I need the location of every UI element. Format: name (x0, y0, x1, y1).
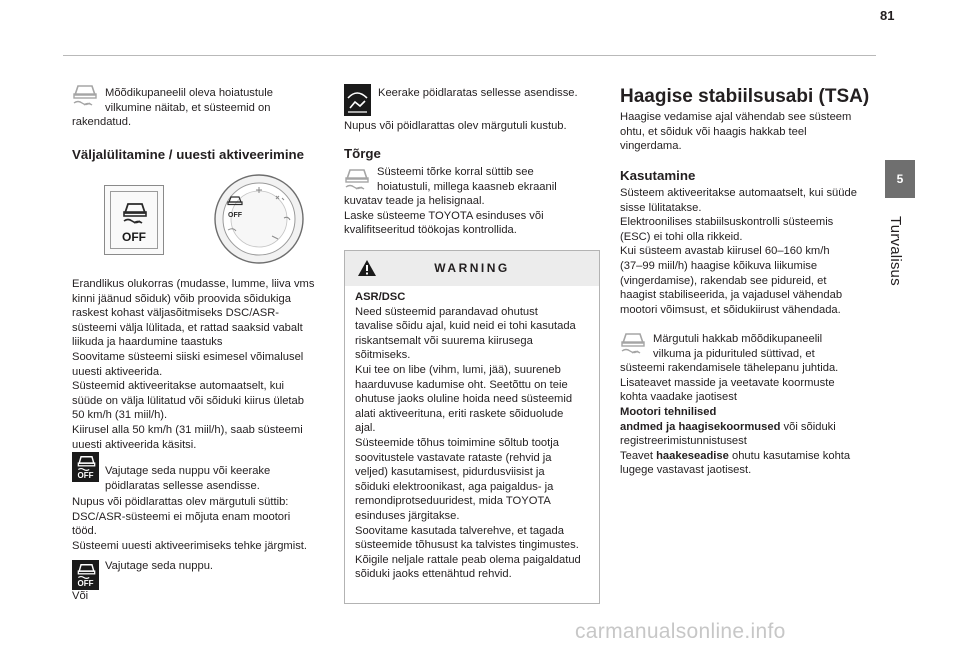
step-2-text: Vajutage seda nuppu. (105, 560, 214, 572)
watermark: carmanualsonline.info (575, 620, 786, 643)
off-step-icon: OFF (72, 452, 99, 482)
bold-reference-1[interactable]: Mootori tehnilised (620, 405, 717, 418)
bold-reference-2[interactable]: haakeseadise (656, 449, 729, 462)
warning-title: WARNING (434, 261, 510, 275)
drive-mode-dial-illustration (212, 172, 306, 266)
intro-text: Mõõdikupaneelil oleva hoiatustule vilkumine näitab, et süsteemid on rakendatud. (72, 87, 273, 129)
usage-body-2: Märgutuli hakkab mõõdikupaneelil vilkuma ja pidurituled süttivad, et süsteemi rakendamisele tähelepanu juhtida. Lisateavet masside ja veetavate koormuste kohta vaadake jaotisest Mootori tehnilised andmed ja haagisekoormused või sõiduki registreerimistunnistusest Teavet haakeseadise ohutu kasutamise kohta lugege vastavast jaotisest. (620, 333, 851, 477)
stability-off-icon (121, 202, 149, 224)
warning-body: ASR/DSC Need süsteemid parandavad ohutust tavalise sõidu ajal, kuid neid ei tohi kasutada riskantsemalt või suurema kiirusega sõitmiseks. Kui tee on libe (vihm, lumi, jää), suureneb haarduvuse kadumise oht. Seetõttu on teie ohutuse jaoks oluline hoida need süsteemid alati aktiveerituna, eriti raskete sõiduolude ajal. Süsteemide tõhus toimimine sõltub tootja soovitustele vastavate rataste (rehvid ja veljed) kasutamisest, pidurdusviisist ja sõiduki elektroonikast, aga paigaldus- ja remondiprotseduuridest, mida TOYOTA esinduses järgitakse. Soovitame kasutada talverehve, et tagada süsteemide tõhusust ka talvistes tingimustes. Kõigile neljale rattale peab olema paigaldatud sõiduki jaoks ettenähtud rehvid. (355, 291, 581, 581)
deactivation-heading: Väljalülitamine / uuesti aktiveerimine (72, 147, 305, 162)
warning-header (345, 251, 599, 286)
or-text: Või (72, 590, 89, 602)
fault-text: Süsteemi tõrke korral süttib see hoiatustuli, millega kaasneb ekraanil kuvatav teade ja helisignaal. Laske süsteeme TOYOTA esinduses või kvalifitseeritud töökojas kontrollida. (344, 166, 557, 237)
dial-step-icon (344, 84, 371, 116)
usage-body: Süsteem aktiveeritakse automaatselt, kui süüde sisse lülitatakse. Elektroonilises stabiilsuskontrolli süsteemis (ESC) ei tohi olla rikkeid. Kui süsteem avastab kiirusel 60–160 km/h (37–99 miil/h) haagise kõikuva liikumise (vingerdamise), rakendab see pidureid, et haagist stabiliseerida, ja vajadusel vähendab mootori võimsust, et sõidukiirust vähendada. (620, 187, 857, 316)
bold-reference-1b[interactable]: andmed ja haagisekoormused (620, 420, 781, 433)
step-3-text: Keerake pöidlaratas sellesse asendisse. (378, 87, 578, 99)
tsa-title: Haagise stabiilsusabi (TSA) (620, 86, 870, 107)
header-rule (63, 55, 876, 56)
off-button-illustration (104, 185, 164, 255)
page-number: 81 (880, 8, 895, 23)
body-text-1: Erandlikus olukorras (mudasse, lumme, liiva vms kinni jäänud sõiduk) võib proovida sõidukiga raskest kohast väljasõitmiseks DSC/ASR- süsteemi välja lülitada, et rattad saaksid vabalt liikuda ja haardumine taastuks Soovitame süsteemi siiski esimesel võimalusel uuesti aktiveerida. Süsteemid aktiveeritakse automaatselt, kui süüde on välja lülitatud või sõiduki kiirus ületab 50 km/h (31 miil/h). Kiirusel alla 50 km/h (31 miil/h), saab süsteemi uuesti aktiveerida käsitsi. (72, 278, 315, 451)
warning-box (344, 250, 600, 604)
chapter-title: Turvalisus (887, 216, 904, 286)
tsa-intro: Haagise vedamise ajal vähendab see süsteem ohtu, et sõiduk või haagis hakkab teel vingerdama. (620, 111, 852, 153)
off-step-2-icon: OFF (72, 560, 99, 590)
step-1-text: Vajutage seda nuppu või keerake pöidlaratas sellesse asendisse. (105, 465, 271, 492)
usage-heading: Kasutamine (620, 168, 696, 183)
chapter-tab[interactable]: 5 (885, 160, 915, 198)
svg-text:OFF: OFF (228, 212, 242, 219)
off-label: OFF (122, 230, 146, 244)
body-text-2: Nupus või pöidlarattas olev märgutuli süttib: DSC/ASR-süsteemi ei mõjuta enam mootori tööd. Süsteemi uuesti aktiveerimiseks tehke järgmist. (72, 496, 308, 552)
step-3-after: Nupus või pöidlarattas olev märgutuli kustub. (344, 120, 567, 132)
fault-heading: Tõrge (344, 146, 381, 161)
